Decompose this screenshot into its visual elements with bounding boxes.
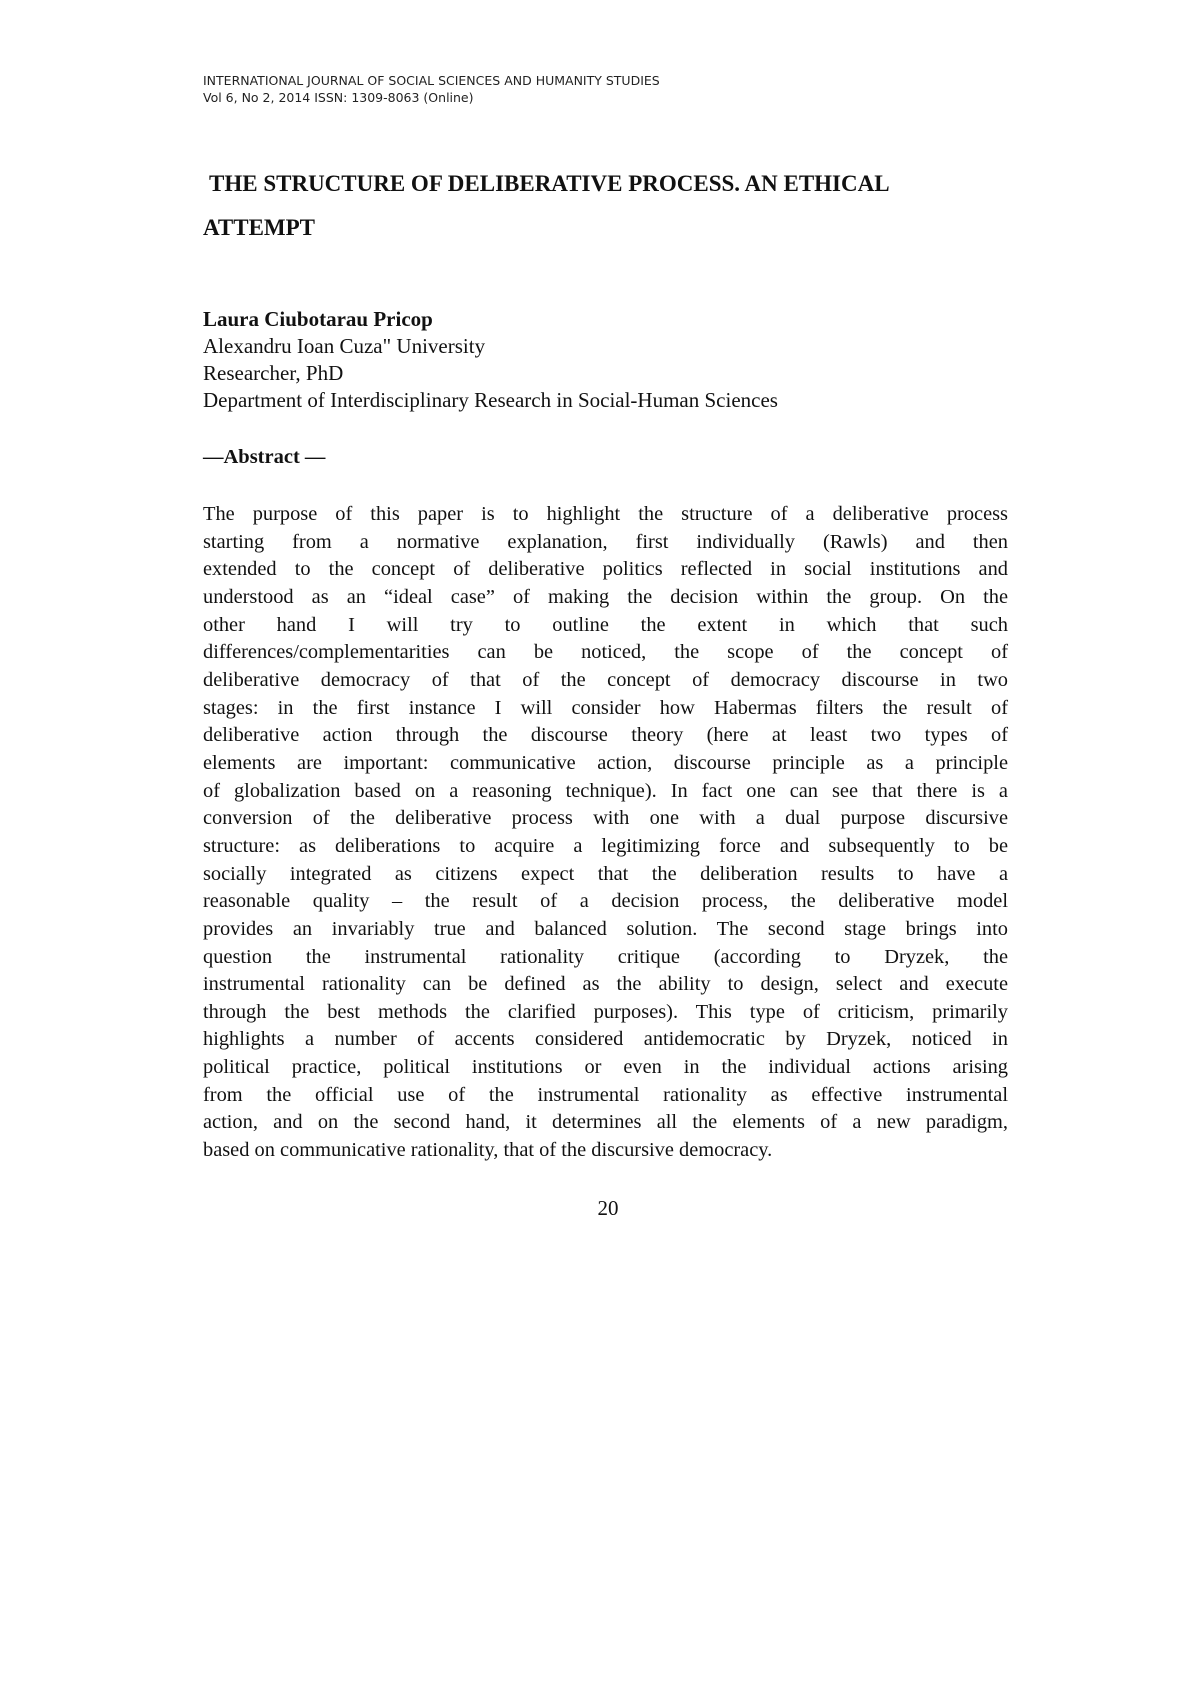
journal-name: INTERNATIONAL JOURNAL OF SOCIAL SCIENCES AND HUMANITY STUDIES bbox=[203, 73, 660, 88]
abstract-line: structure: as deliberations to acquire a legitimizing force and subsequently to be bbox=[203, 834, 1008, 857]
abstract-line: extended to the concept of deliberative politics reflected in social institutions and bbox=[203, 558, 1008, 581]
abstract-line: starting from a normative explanation, first individually (Rawls) and then bbox=[203, 530, 1008, 553]
abstract-line: understood as an “ideal case” of making the decision within the group. On the bbox=[203, 585, 1008, 608]
abstract-line: based on communicative rationality, that of the discursive democracy. bbox=[203, 1139, 773, 1162]
abstract-line: question the instrumental rationality critique (according to Dryzek, the bbox=[203, 945, 1008, 968]
abstract-line: provides an invariably true and balanced solution. The second stage brings into bbox=[203, 917, 1008, 940]
author-department: Department of Interdisciplinary Research in Social-Human Sciences bbox=[203, 388, 778, 412]
author-block bbox=[203, 306, 778, 414]
abstract-line: through the best methods the clarified purposes). This type of criticism, primarily bbox=[203, 1000, 1008, 1023]
abstract-line: deliberative democracy of that of the concept of democracy discourse in two bbox=[203, 668, 1008, 691]
journal-header bbox=[203, 72, 660, 106]
abstract-line: differences/complementarities can be noticed, the scope of the concept of bbox=[203, 641, 1008, 664]
abstract-line: deliberative action through the discourse theory (here at least two types of bbox=[203, 724, 1008, 747]
abstract-line: from the official use of the instrumental rationality as effective instrumental bbox=[203, 1083, 1008, 1106]
abstract-body bbox=[203, 501, 1008, 1165]
abstract-line: highlights a number of accents considered antidemocratic by Dryzek, noticed in bbox=[203, 1028, 1008, 1051]
abstract-heading: —Abstract — bbox=[203, 446, 326, 468]
page-number: 20 bbox=[597, 1196, 619, 1220]
abstract-line: conversion of the deliberative process with one with a dual purpose discursive bbox=[203, 807, 1008, 830]
title-line: THE STRUCTURE OF DELIBERATIVE PROCESS. AN ETHICAL bbox=[209, 171, 890, 196]
abstract-line: stages: in the first instance I will consider how Habermas filters the result of bbox=[203, 696, 1008, 719]
abstract-line: socially integrated as citizens expect that the deliberation results to have a bbox=[203, 862, 1008, 885]
abstract-line: other hand I will try to outline the extent in which that such bbox=[203, 613, 1008, 636]
abstract-line: action, and on the second hand, it determines all the elements of a new paradigm, bbox=[203, 1111, 1008, 1134]
abstract-line: of globalization based on a reasoning technique). In fact one can see that there is a bbox=[203, 779, 1008, 802]
abstract-line: elements are important: communicative action, discourse principle as a principle bbox=[203, 751, 1008, 774]
abstract-line: The purpose of this paper is to highlight the structure of a deliberative process bbox=[203, 503, 1008, 525]
title-line: ATTEMPT bbox=[203, 215, 316, 240]
abstract-line: political practice, political institutions or even in the individual actions arising bbox=[203, 1056, 1008, 1079]
issue-info: Vol 6, No 2, 2014 ISSN: 1309-8063 (Online) bbox=[203, 90, 474, 105]
abstract-line: reasonable quality – the result of a decision process, the deliberative model bbox=[203, 890, 1008, 913]
article-title bbox=[203, 162, 963, 250]
author-name: Laura Ciubotarau Pricop bbox=[203, 307, 433, 331]
author-position: Researcher, PhD bbox=[203, 361, 344, 385]
abstract-line: instrumental rationality can be defined as the ability to design, select and execute bbox=[203, 973, 1008, 996]
author-affiliation: Alexandru Ioan Cuza" University bbox=[203, 334, 486, 358]
